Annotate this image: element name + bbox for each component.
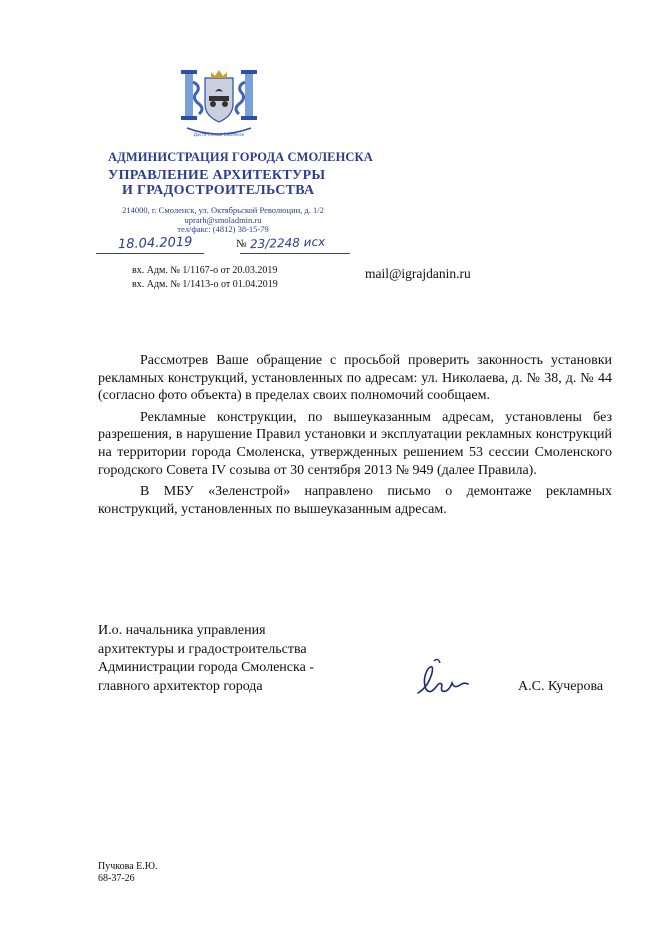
contact-block xyxy=(108,206,338,235)
body-paragraph-1: Рассмотрев Ваше обращение с просьбой проверить законность установки рекламных конструкций, установленных по адресам: ул. Николаева, д. № 38, д. № 44 (согласно фото объекта) в пределах своих полномочий сообщаем. xyxy=(98,353,612,404)
signatory-position xyxy=(98,622,314,696)
department-name xyxy=(108,168,325,198)
date-underline xyxy=(96,253,204,254)
registration-date: 18.04.2019 xyxy=(117,234,193,253)
incoming-reference-2: вх. Адм. № 1/1413-о от 01.04.2019 xyxy=(132,279,278,290)
email: uprarh@smoladmin.ru xyxy=(184,214,262,225)
department-line-2: И ГРАДОСТРОИТЕЛЬСТВА xyxy=(122,183,315,198)
coat-motto: Досточтимый Смоленск xyxy=(193,132,245,137)
handwritten-signature xyxy=(412,655,478,699)
executor-block xyxy=(98,861,158,885)
executor-name: Пучкова Е.Ю. xyxy=(98,861,158,872)
department-line-1: УПРАВЛЕНИЕ АРХИТЕКТУРЫ xyxy=(108,168,326,183)
phone: тел/факс: (4812) 38-15-79 xyxy=(177,224,269,234)
executor-phone: 68-37-26 xyxy=(98,873,135,884)
incoming-reference-1: вх. Адм. № 1/1167-о от 20.03.2019 xyxy=(132,265,278,276)
body-paragraph-2: Рекламные конструкции, по вышеуказанным адресам, установлены без разрешения, в нарушение Правил установки и эксплуатации рекламных конструкций на территории города Смоленска, утвержденных решением 53 сессии Смоленского городского Совета IV созыва от 30 сентября 2013 № 949 (далее Правила). xyxy=(98,409,612,478)
position-line-2: архитектуры и градостроительства xyxy=(98,641,307,657)
signer-name: А.С. Кучерова xyxy=(518,679,604,694)
coat-of-arms-emblem xyxy=(179,70,259,140)
registration-number: 23/2248 исх xyxy=(249,234,326,252)
position-line-4: главного архитектор города xyxy=(98,678,263,694)
address: 214000, г. Смоленск, ул. Октябрьской Революции, д. 1/2 xyxy=(122,205,324,215)
letter-body xyxy=(98,352,612,522)
administration-name: АДМИНИСТРАЦИЯ ГОРОДА СМОЛЕНСКА xyxy=(108,150,373,164)
number-underline xyxy=(240,253,350,254)
body-paragraph-3: В МБУ «Зеленстрой» направлено письмо о демонтаже рекламных конструкций, установленных по вышеуказанным адресам. xyxy=(98,484,612,517)
number-label: № xyxy=(236,238,247,250)
position-line-1: И.о. начальника управления xyxy=(98,623,266,638)
recipient-email: mail@igrajdanin.ru xyxy=(365,266,471,281)
position-line-3: Администрации города Смоленска - xyxy=(98,660,314,675)
